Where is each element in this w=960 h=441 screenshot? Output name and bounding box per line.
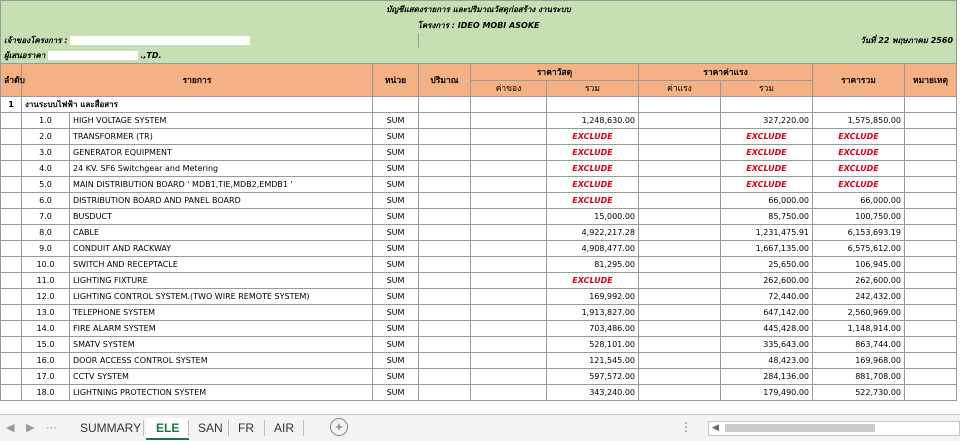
row-remark[interactable] [905,129,957,145]
row-labor-sum[interactable]: 1,231,475.91 [721,225,813,241]
row-material-unit[interactable] [471,385,547,401]
tab-fr[interactable]: FR [238,421,254,435]
row-labor-sum[interactable]: 335,643.00 [721,337,813,353]
row-material-unit[interactable] [471,289,547,305]
row-material-sum[interactable]: 1,248,630.00 [547,113,639,129]
cell[interactable] [1,321,22,337]
cell[interactable] [1,129,22,145]
tab-separator [303,420,304,436]
row-item[interactable]: TRANSFORMER (TR) [70,129,373,145]
col-header-item[interactable]: รายการ [22,64,373,97]
row-labor-unit[interactable] [639,241,721,257]
cell[interactable] [1,193,22,209]
table-row [1,177,957,193]
row-unit[interactable]: SUM [373,241,419,257]
table-row [1,337,957,353]
row-unit[interactable]: SUM [373,257,419,273]
row-material-unit[interactable] [471,337,547,353]
row-qty[interactable] [419,369,471,385]
row-total[interactable]: 522,730.00 [813,385,905,401]
table-row [1,209,957,225]
row-unit[interactable]: SUM [373,353,419,369]
row-number[interactable]: 15.0 [22,337,70,353]
row-labor-unit[interactable] [639,305,721,321]
row-material-unit[interactable] [471,129,547,145]
cell[interactable] [1,273,22,289]
tab-air[interactable]: AIR [274,421,295,435]
row-material-unit[interactable] [471,321,547,337]
table-row [1,289,957,305]
row-material-sum[interactable]: 4,908,477.00 [547,241,639,257]
row-total[interactable]: 262,600.00 [813,273,905,289]
cell[interactable] [1,209,22,225]
row-material-sum[interactable]: EXCLUDE [547,193,639,209]
row-number[interactable]: 1.0 [22,113,70,129]
row-labor-sum[interactable]: 179,490.00 [721,385,813,401]
redacted-block [70,36,250,45]
row-total[interactable]: 2,560,969.00 [813,305,905,321]
row-qty[interactable] [419,193,471,209]
row-item[interactable]: GENERATOR EQUIPMENT [70,145,373,161]
col-header-material-unit[interactable]: ค่าของ [471,80,547,97]
row-item[interactable]: CABLE [70,225,373,241]
row-material-unit[interactable] [471,177,547,193]
cell[interactable] [1,385,22,401]
table-row [1,161,957,177]
row-material-sum[interactable]: EXCLUDE [547,145,639,161]
cell[interactable] [639,97,721,113]
row-remark[interactable] [905,209,957,225]
row-labor-sum[interactable]: 647,142.00 [721,305,813,321]
row-labor-sum[interactable]: 85,750.00 [721,209,813,225]
row-total[interactable]: EXCLUDE [813,129,905,145]
row-remark[interactable] [905,353,957,369]
row-qty[interactable] [419,113,471,129]
col-header-no[interactable]: ลำดับ [1,64,22,97]
redacted-block [48,51,138,60]
row-number[interactable]: 14.0 [22,321,70,337]
table-row [1,145,957,161]
row-item[interactable]: CCTV SYSTEM [70,369,373,385]
row-total[interactable]: EXCLUDE [813,161,905,177]
bidder-cell[interactable] [1,48,957,64]
row-item[interactable]: SWITCH AND RECEPTACLE [70,257,373,273]
row-unit[interactable]: SUM [373,321,419,337]
row-labor-unit[interactable] [639,177,721,193]
row-unit[interactable]: SUM [373,273,419,289]
row-remark[interactable] [905,113,957,129]
row-unit[interactable]: SUM [373,177,419,193]
row-material-unit[interactable] [471,145,547,161]
row-qty[interactable] [419,209,471,225]
horizontal-scrollbar[interactable] [708,421,960,436]
row-unit[interactable]: SUM [373,129,419,145]
row-total[interactable]: 6,575,612.00 [813,241,905,257]
row-total[interactable]: 863,744.00 [813,337,905,353]
cell[interactable] [813,97,905,113]
row-total[interactable]: 6,153,693.19 [813,225,905,241]
row-number[interactable]: 11.0 [22,273,70,289]
row-remark[interactable] [905,321,957,337]
cell[interactable] [1,305,22,321]
cell[interactable] [547,97,639,113]
row-labor-unit[interactable] [639,321,721,337]
cell[interactable] [1,353,22,369]
scrollbar-thumb[interactable] [725,424,875,432]
bidder-label: ผู้เสนอราคา [4,51,46,60]
row-material-unit[interactable] [471,161,547,177]
row-total[interactable]: EXCLUDE [813,177,905,193]
row-labor-unit[interactable] [639,385,721,401]
row-labor-sum[interactable]: 1,667,135.00 [721,241,813,257]
row-material-sum[interactable]: EXCLUDE [547,177,639,193]
row-material-sum[interactable]: 703,486.00 [547,321,639,337]
row-remark[interactable] [905,337,957,353]
cell[interactable] [1,289,22,305]
row-remark[interactable] [905,145,957,161]
row-labor-unit[interactable] [639,113,721,129]
cell[interactable] [1,337,22,353]
bidder-suffix: .,TD. [140,51,162,60]
row-unit[interactable]: SUM [373,145,419,161]
row-qty[interactable] [419,273,471,289]
row-material-unit[interactable] [471,241,547,257]
col-header-material[interactable]: ราคาวัสดุ [471,64,639,81]
row-labor-unit[interactable] [639,145,721,161]
row-labor-sum[interactable]: 327,220.00 [721,113,813,129]
row-qty[interactable] [419,145,471,161]
row-number[interactable]: 4.0 [22,161,70,177]
item-rows [1,113,957,401]
row-labor-unit[interactable] [639,193,721,209]
row-total[interactable]: 881,708.00 [813,369,905,385]
row-labor-unit[interactable] [639,209,721,225]
row-number[interactable]: 8.0 [22,225,70,241]
table-row [1,273,957,289]
cell[interactable] [1,225,22,241]
row-total[interactable]: 100,750.00 [813,209,905,225]
row-total[interactable]: 1,575,850.00 [813,113,905,129]
row-remark[interactable] [905,385,957,401]
row-remark[interactable] [905,177,957,193]
row-labor-sum[interactable]: 25,650.00 [721,257,813,273]
row-labor-sum[interactable]: 72,440.00 [721,289,813,305]
sheet-tab-bar [0,414,960,441]
owner-cell[interactable] [1,33,419,48]
project-name[interactable]: โครงการ : IDEO MOBI ASOKE [1,17,957,33]
row-unit[interactable]: SUM [373,225,419,241]
row-material-unit[interactable] [471,193,547,209]
row-item[interactable]: SMATV SYSTEM [70,337,373,353]
cell[interactable] [721,97,813,113]
row-material-sum[interactable]: EXCLUDE [547,161,639,177]
table-row [1,193,957,209]
col-header-unit[interactable]: หน่วย [373,64,419,97]
row-labor-unit[interactable] [639,273,721,289]
row-number[interactable]: 6.0 [22,193,70,209]
row-item[interactable]: TELEPHONE SYSTEM [70,305,373,321]
col-header-labor-unit[interactable]: ค่าแรง [639,80,721,97]
row-material-unit[interactable] [471,369,547,385]
row-number[interactable]: 18.0 [22,385,70,401]
table-row [1,369,957,385]
row-remark[interactable] [905,161,957,177]
cell[interactable] [1,369,22,385]
row-labor-sum[interactable]: EXCLUDE [721,129,813,145]
cell[interactable] [419,97,471,113]
table-row [1,321,957,337]
row-total[interactable]: EXCLUDE [813,145,905,161]
row-remark[interactable] [905,273,957,289]
row-material-unit[interactable] [471,209,547,225]
tab-ele[interactable]: ELE [146,418,189,440]
cell[interactable] [373,97,419,113]
row-item[interactable]: HIGH VOLTAGE SYSTEM [70,113,373,129]
row-material-sum[interactable]: 4,922,217.28 [547,225,639,241]
row-item[interactable]: FIRE ALARM SYSTEM [70,321,373,337]
row-labor-sum[interactable]: 66,000.00 [721,193,813,209]
splitter-handle-icon[interactable]: ⋮ [680,420,693,434]
row-item[interactable]: LIGHTING FIXTURE [70,273,373,289]
row-labor-sum[interactable]: 445,428.00 [721,321,813,337]
row-unit[interactable]: SUM [373,337,419,353]
row-remark[interactable] [905,257,957,273]
row-number[interactable]: 17.0 [22,369,70,385]
row-unit[interactable]: SUM [373,305,419,321]
row-item[interactable]: LIGHTING CONTROL SYSTEM.(TWO WIRE REMOTE SYSTEM) [70,289,373,305]
tab-san[interactable]: SAN [198,421,223,435]
row-labor-sum[interactable]: 284,136.00 [721,369,813,385]
row-remark[interactable] [905,369,957,385]
row-labor-sum[interactable]: EXCLUDE [721,145,813,161]
row-item[interactable]: 24 KV. SF6 Switchgear and Metering [70,161,373,177]
row-labor-sum[interactable]: 48,423.00 [721,353,813,369]
plus-circle-icon[interactable]: + [330,418,348,436]
row-qty[interactable] [419,161,471,177]
row-total[interactable]: 66,000.00 [813,193,905,209]
row-material-unit[interactable] [471,305,547,321]
section-title[interactable]: งานระบบไฟฟ้า และสื่อสาร [22,97,373,113]
row-item[interactable]: BUSDUCT [70,209,373,225]
col-header-qty[interactable]: ปริมาณ [419,64,471,97]
row-number[interactable]: 12.0 [22,289,70,305]
row-qty[interactable] [419,241,471,257]
row-labor-unit[interactable] [639,289,721,305]
row-total[interactable]: 1,148,914.00 [813,321,905,337]
row-qty[interactable] [419,353,471,369]
table-row [1,257,957,273]
row-number[interactable]: 5.0 [22,177,70,193]
row-material-unit[interactable] [471,273,547,289]
sheet-title[interactable]: บัญชีแสดงรายการ และปริมาณวัสดุก่อสร้าง งานระบบ [1,1,957,18]
row-item[interactable]: DISTRIBUTION BOARD AND PANEL BOARD [70,193,373,209]
row-material-unit[interactable] [471,353,547,369]
row-item[interactable]: CONDUIT AND RACKWAY [70,241,373,257]
row-qty[interactable] [419,321,471,337]
section-no[interactable]: 1 [1,97,22,113]
cell[interactable] [1,161,22,177]
row-number[interactable]: 3.0 [22,145,70,161]
row-labor-unit[interactable] [639,257,721,273]
row-material-unit[interactable] [471,113,547,129]
row-total[interactable]: 169,968.00 [813,353,905,369]
triangle-left-icon[interactable]: ◀ [6,422,15,434]
row-item[interactable]: MAIN DISTRIBUTION BOARD ' MDB1,TIE,MDB2,EMDB1 ' [70,177,373,193]
row-labor-unit[interactable] [639,161,721,177]
table-row [1,241,957,257]
row-number[interactable]: 2.0 [22,129,70,145]
row-total[interactable]: 106,945.00 [813,257,905,273]
col-header-total[interactable]: ราคารวม [813,64,905,97]
table-row [1,353,957,369]
row-remark[interactable] [905,289,957,305]
row-material-unit[interactable] [471,225,547,241]
table-row [1,129,957,145]
row-qty[interactable] [419,385,471,401]
more-sheets-icon[interactable]: ⋯ [46,422,57,434]
row-labor-unit[interactable] [639,369,721,385]
row-material-sum[interactable]: 528,101.00 [547,337,639,353]
row-material-sum[interactable]: 15,000.00 [547,209,639,225]
cell[interactable] [1,145,22,161]
row-qty[interactable] [419,129,471,145]
row-material-sum[interactable]: 81,295.00 [547,257,639,273]
row-labor-unit[interactable] [639,353,721,369]
row-material-sum[interactable]: 1,913,827.00 [547,305,639,321]
row-qty[interactable] [419,305,471,321]
row-material-sum[interactable]: 597,572.00 [547,369,639,385]
row-unit[interactable]: SUM [373,289,419,305]
table-row [1,225,957,241]
row-material-sum[interactable]: 343,240.00 [547,385,639,401]
cell[interactable] [905,97,957,113]
col-header-labor-sum[interactable]: รวม [721,80,813,97]
row-number[interactable]: 7.0 [22,209,70,225]
row-number[interactable]: 10.0 [22,257,70,273]
row-unit[interactable]: SUM [373,209,419,225]
row-material-sum[interactable]: EXCLUDE [547,273,639,289]
owner-label: เจ้าของโครงการ : [4,36,68,45]
row-total[interactable]: 242,432.00 [813,289,905,305]
row-labor-sum[interactable]: 262,600.00 [721,273,813,289]
row-item[interactable]: LIGHTNING PROTECTION SYSTEM [70,385,373,401]
row-item[interactable]: DOOR ACCESS CONTROL SYSTEM [70,353,373,369]
cell[interactable] [471,97,547,113]
row-labor-sum[interactable]: EXCLUDE [721,177,813,193]
row-qty[interactable] [419,257,471,273]
table-row [1,305,957,321]
row-unit[interactable]: SUM [373,193,419,209]
col-header-remark[interactable]: หมายเหตุ [905,64,957,97]
row-remark[interactable] [905,241,957,257]
scroll-left-icon[interactable]: ◀ [712,422,719,432]
row-number[interactable]: 16.0 [22,353,70,369]
row-qty[interactable] [419,337,471,353]
row-material-sum[interactable]: 169,992.00 [547,289,639,305]
row-remark[interactable] [905,305,957,321]
row-unit[interactable]: SUM [373,113,419,129]
row-remark[interactable] [905,225,957,241]
row-material-sum[interactable]: EXCLUDE [547,129,639,145]
col-header-material-sum[interactable]: รวม [547,80,639,97]
row-unit[interactable]: SUM [373,385,419,401]
row-qty[interactable] [419,289,471,305]
row-material-sum[interactable]: 121,545.00 [547,353,639,369]
cell[interactable] [1,257,22,273]
row-number[interactable]: 9.0 [22,241,70,257]
row-labor-unit[interactable] [639,337,721,353]
row-labor-sum[interactable]: EXCLUDE [721,161,813,177]
cell[interactable] [1,241,22,257]
row-labor-unit[interactable] [639,225,721,241]
row-number[interactable]: 13.0 [22,305,70,321]
triangle-right-icon[interactable]: ▶ [26,422,35,434]
tab-separator [143,420,144,436]
row-labor-unit[interactable] [639,129,721,145]
cell[interactable] [1,177,22,193]
row-qty[interactable] [419,177,471,193]
date-cell[interactable]: วันที่ 22 พฤษภาคม 2560 [419,33,957,48]
table-row [1,385,957,401]
row-remark[interactable] [905,193,957,209]
tab-summary[interactable]: SUMMARY [80,421,142,435]
col-header-labor[interactable]: ราคาค่าแรง [639,64,813,81]
table-row [1,113,957,129]
row-qty[interactable] [419,225,471,241]
row-unit[interactable]: SUM [373,369,419,385]
row-material-unit[interactable] [471,257,547,273]
cell[interactable] [1,113,22,129]
row-unit[interactable]: SUM [373,161,419,177]
